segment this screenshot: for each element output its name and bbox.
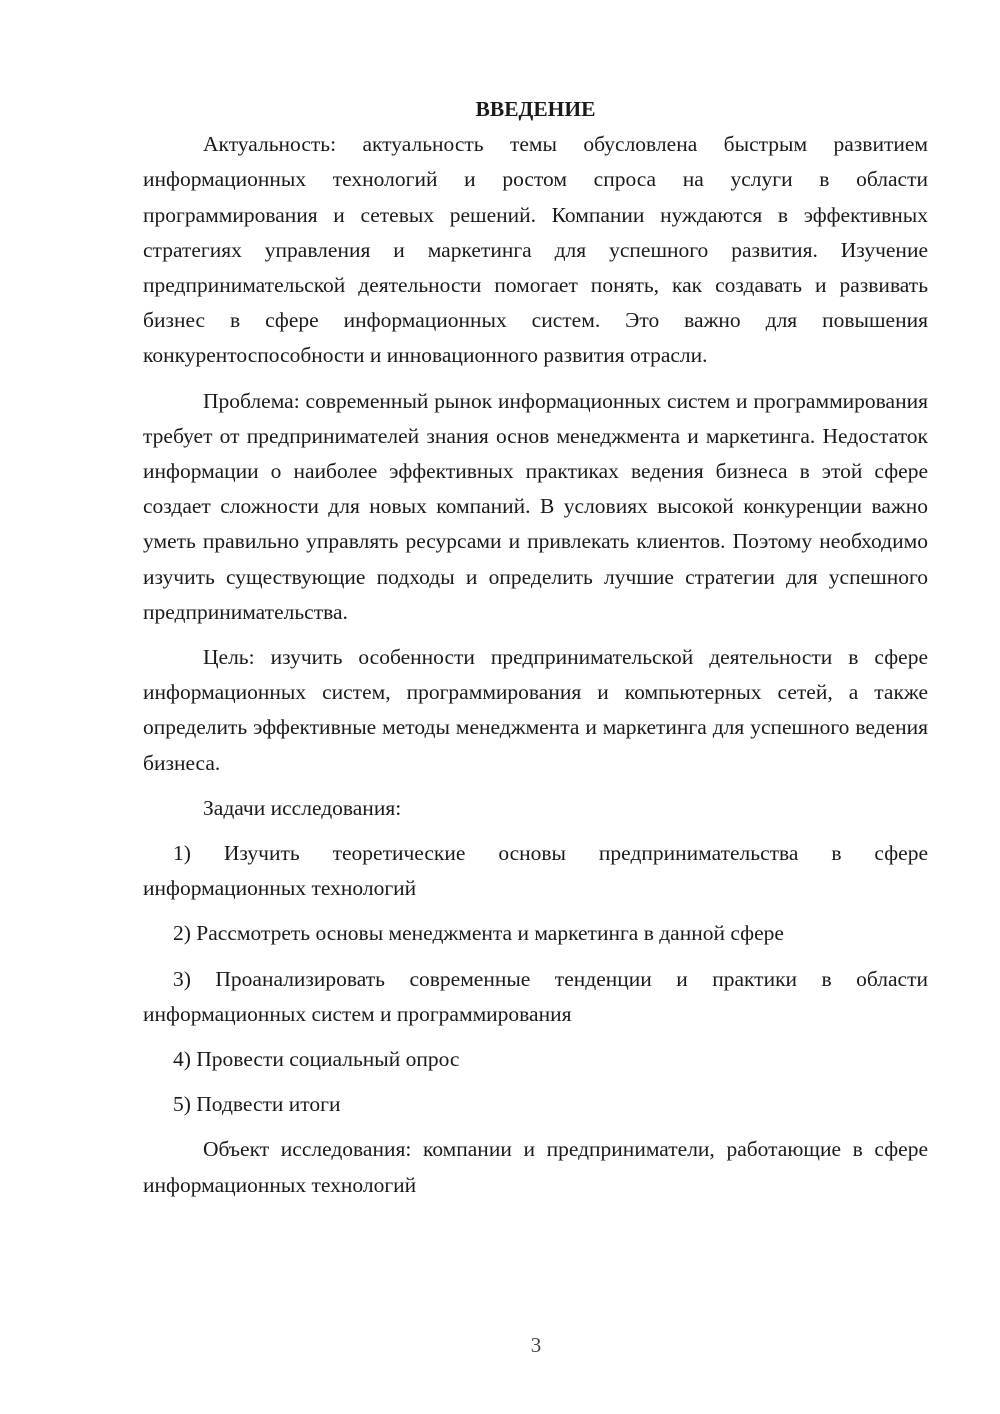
section-heading: ВВЕДЕНИЕ	[475, 97, 596, 121]
paragraph-relevance: Актуальность: актуальность темы обусловлена быстрым развитием информационных технологий и ростом спроса на услуги в области программирования и сетевых решений. Компании нуждаются в эффективных стратегиях управления и маркетинга для успешного развития. Изучение предпринимательской деятельности помогает понять, как создавать и развивать бизнес в сфере информационных систем. Это важно для повышения конкурентоспособности и инновационного развития отрасли.	[143, 132, 928, 368]
task-item-1: 1) Изучить теоретические основы предпринимательства в сфере информационных технологий	[143, 841, 928, 901]
task-item-5: 5) Подвести итоги	[173, 1092, 341, 1117]
page-content	[143, 92, 928, 1203]
tasks-title: Задачи исследования:	[203, 795, 402, 820]
task-item-2: 2) Рассмотреть основы менеджмента и маркетинга в данной сфере	[173, 921, 784, 946]
paragraph-object: Объект исследования: компании и предприниматели, работающие в сфере информационных технологий	[143, 1137, 928, 1197]
task-item-4: 4) Провести социальный опрос	[173, 1047, 460, 1072]
page-number: 3	[530, 1333, 542, 1357]
task-item-3: 3) Проанализировать современные тенденции и практики в области информационных систем и программирования	[143, 966, 928, 1026]
paragraph-goal: Цель: изучить особенности предпринимательской деятельности в сфере информационных систем, программирования и компьютерных сетей, а также определить эффективные методы менеджмента и маркетинга для успешного ведения бизнеса.	[143, 645, 928, 775]
paragraph-problem: Проблема: современный рынок информационных систем и программирования требует от предпринимателей знания основ менеджмента и маркетинга. Недостаток информации о наиболее эффективных практиках ведения бизнеса в этой сфере создает сложности для новых компаний. В условиях высокой конкуренции важно уметь правильно управлять ресурсами и привлекать клиентов. Поэтому необходимо изучить существующие подходы и определить лучшие стратегии для успешного предпринимательства.	[143, 388, 928, 624]
